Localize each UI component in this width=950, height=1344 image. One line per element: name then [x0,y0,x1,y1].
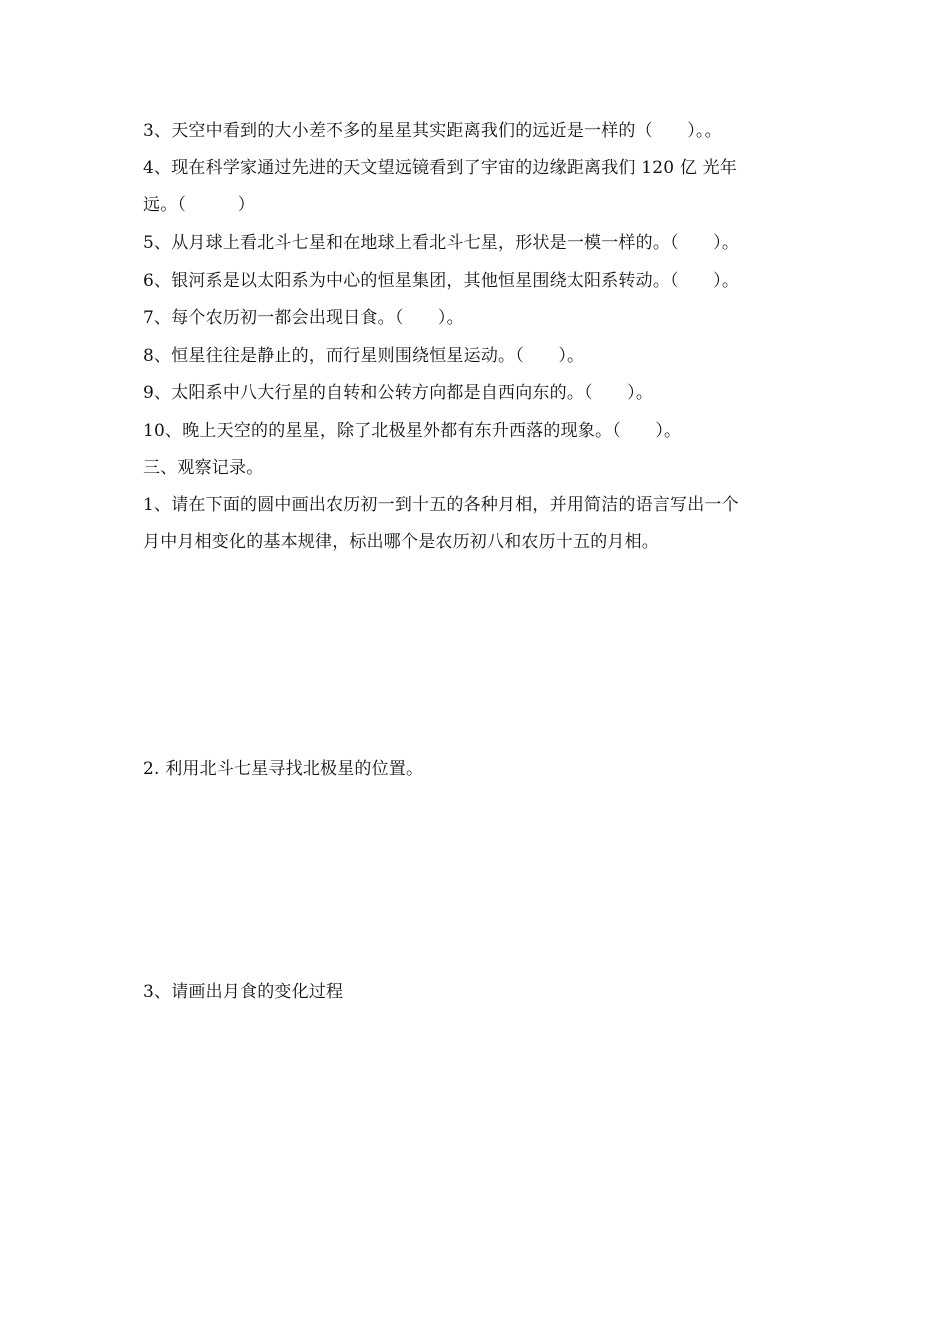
observation-3-line: 3、请画出月食的变化过程 [143,982,344,1002]
question-4-continuation: 远。（ ） [143,195,255,215]
question-5-line: 5、从月球上看北斗七星和在地球上看北斗七星，形状是一模一样的。（ ）。 [143,233,740,253]
question-4-line: 4、现在科学家通过先进的天文望远镜看到了宇宙的边缘距离我们 120 亿 光年 [143,158,738,178]
question-10-line: 10、晚上天空的的星星，除了北极星外都有东升西落的现象。（ ）。 [143,421,682,441]
question-7-line: 7、每个农历初一都会出现日食。（ ）。 [143,308,464,328]
section-3-heading: 三、观察记录。 [143,458,264,478]
question-3-line: 3、天空中看到的大小差不多的星星其实距离我们的远近是一样的（ ）。。 [143,121,722,141]
question-8-line: 8、恒星往往是静止的，而行星则围绕恒星运动。（ ）。 [143,346,585,366]
observation-1-line: 1、请在下面的圆中画出农历初一到十五的各种月相，并用简洁的语言写出一个 [143,495,739,515]
observation-1-continuation: 月中月相变化的基本规律，标出哪个是农历初八和农历十五的月相。 [143,532,659,552]
question-9-line: 9、太阳系中八大行星的自转和公转方向都是自西向东的。（ ）。 [143,383,654,403]
observation-2-line: 2. 利用北斗七星寻找北极星的位置。 [143,759,424,779]
question-6-line: 6、银河系是以太阳系为中心的恒星集团，其他恒星围绕太阳系转动。（ ）。 [143,271,740,291]
